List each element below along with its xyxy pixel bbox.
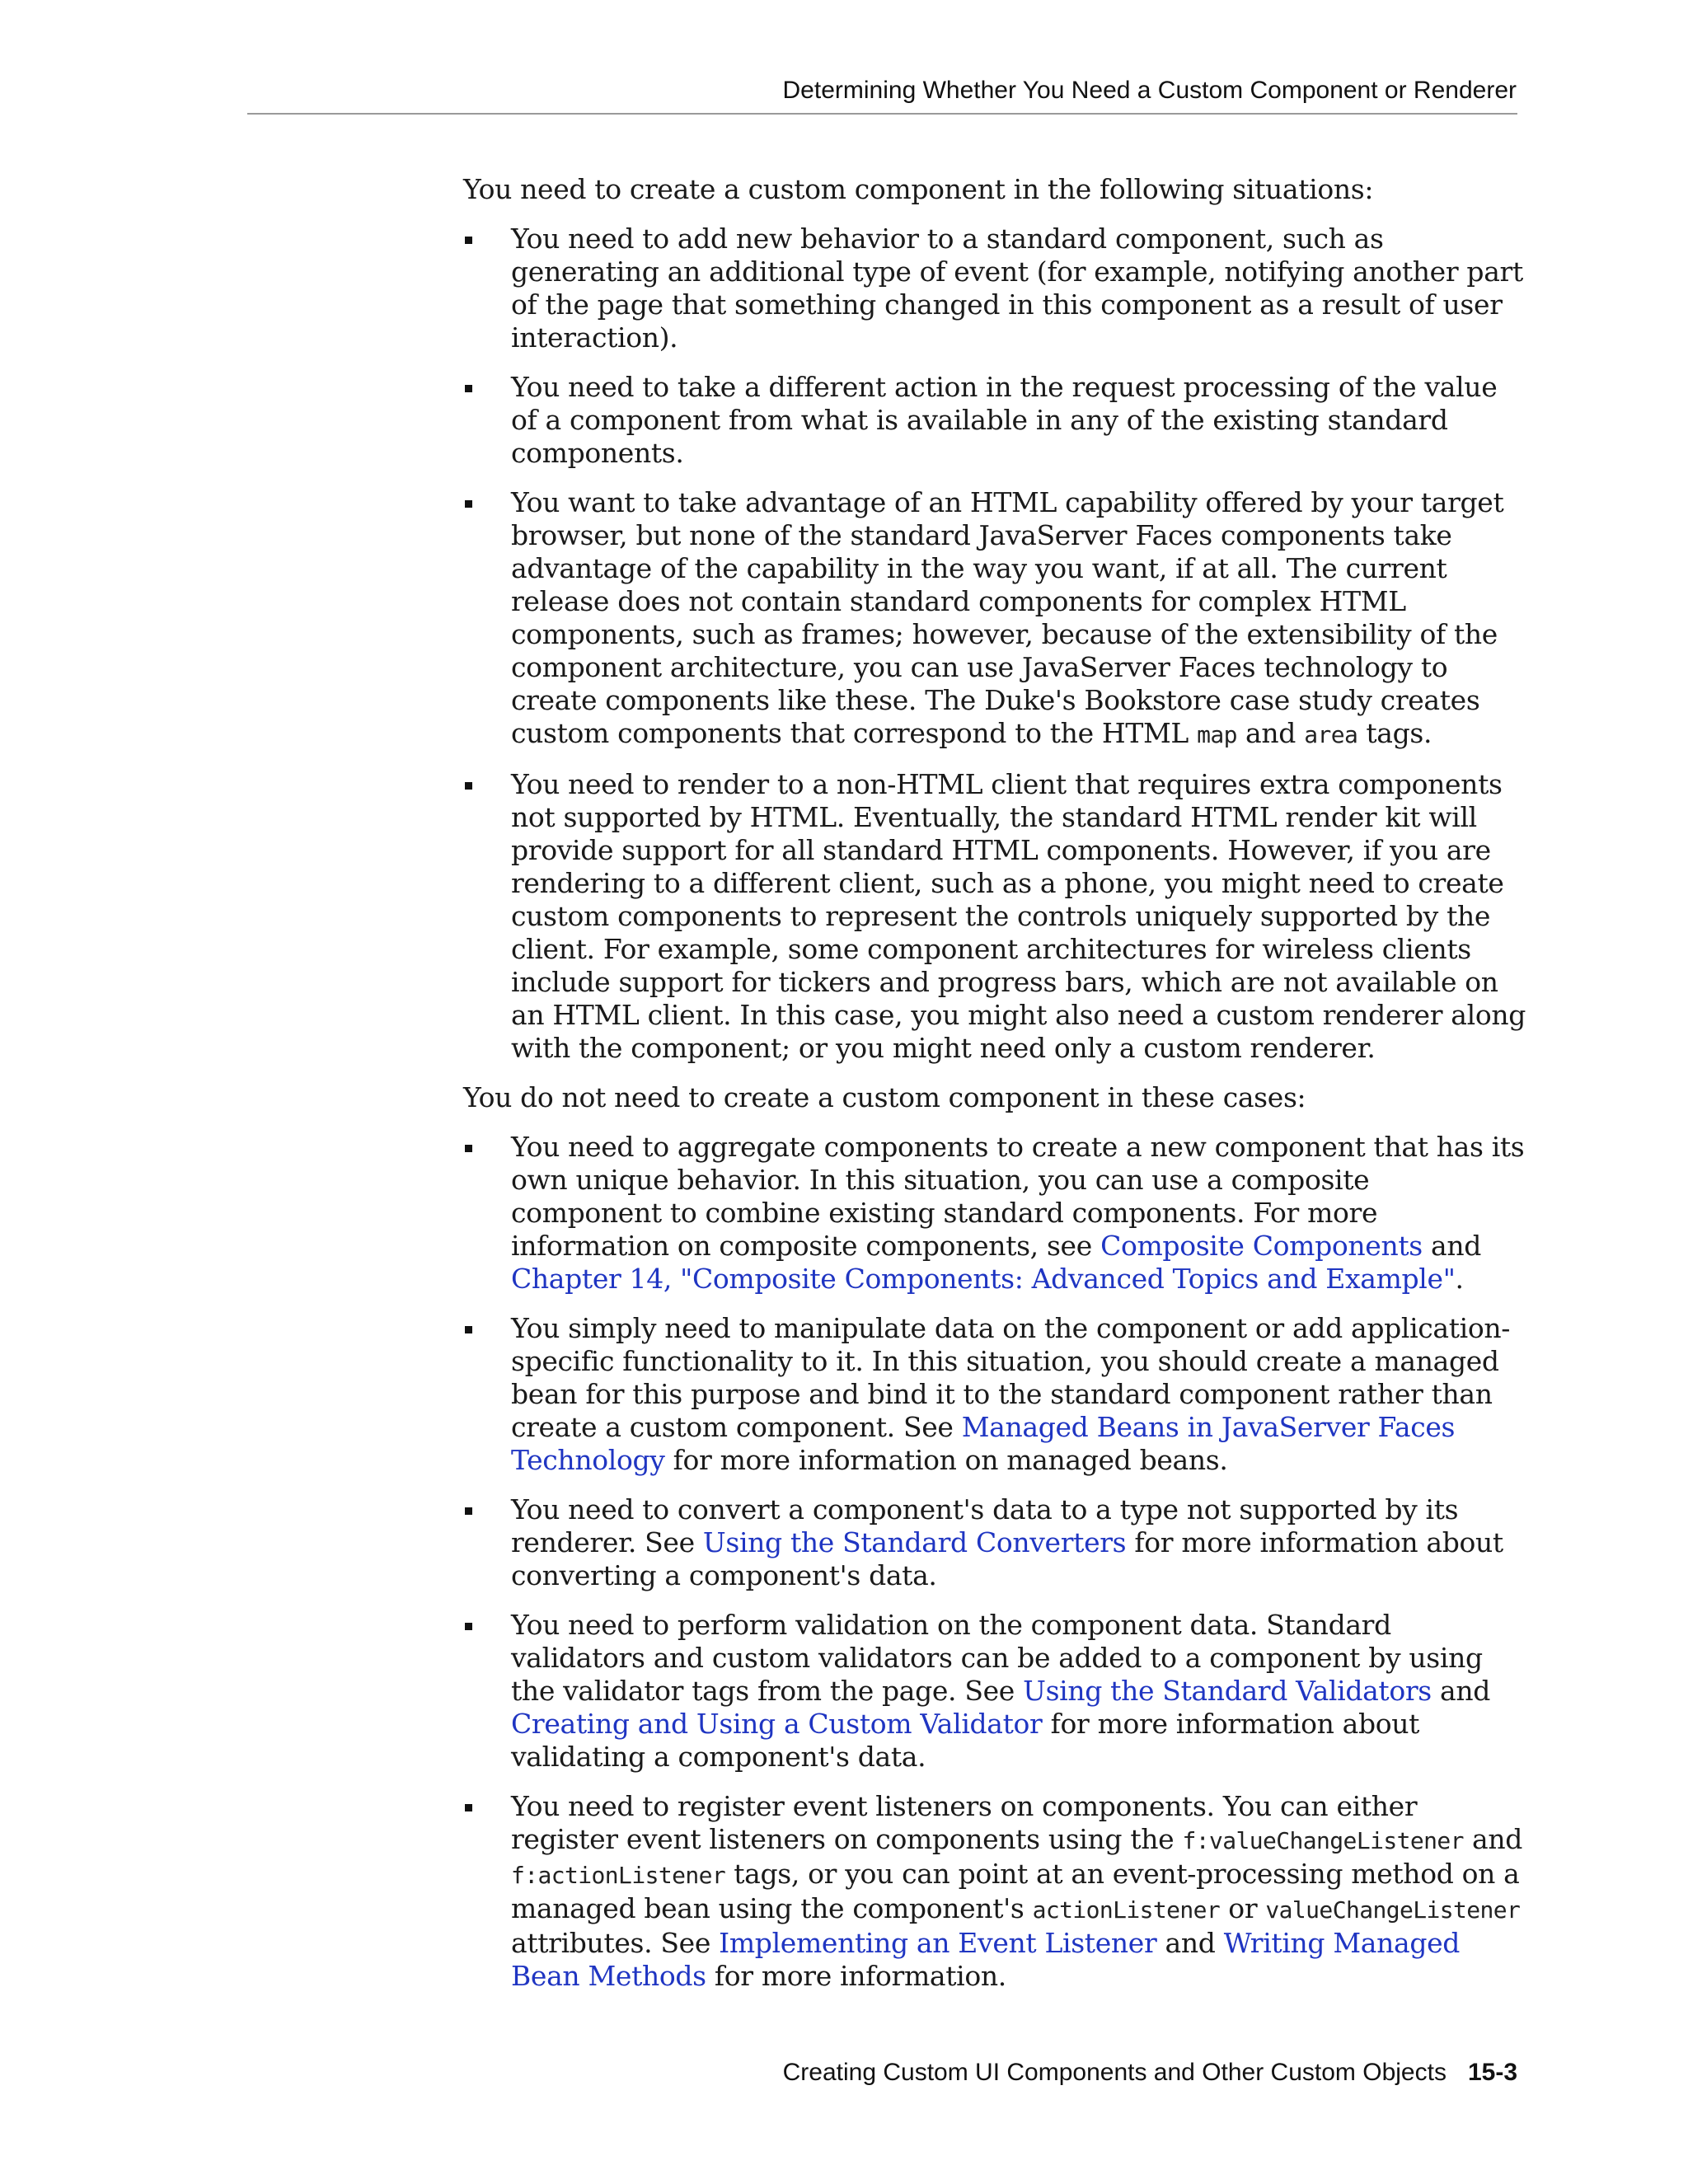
square-bullet-icon [465, 500, 472, 508]
running-header: Determining Whether You Need a Custom Component or Renderer [782, 77, 1517, 104]
link-standard-converters[interactable]: Using the Standard Converters [702, 1526, 1127, 1558]
list-item: You need to convert a component's data to a type not supported by its renderer. See Using the Standard Converters for more information about converting a component's data. [463, 1493, 1526, 1592]
list-item: You need to register event listeners on components. You can either register event listeners on components using the f:valueChangeListener and f:actionListener tags, or you can point at an event-processing method on a managed bean using the component's actionListener or valueChangeListener attributes. See Implementing an Event Listener and Writing Managed Bean Methods for more information. [463, 1790, 1526, 1993]
create-cases-list [463, 223, 1526, 1065]
square-bullet-icon [465, 1804, 472, 1811]
link-standard-validators[interactable]: Using the Standard Validators [1023, 1675, 1432, 1707]
list-item: You simply need to manipulate data on the component or add application-specific functionality to it. In this situation, you should create a managed bean for this purpose and bind it to the standard component rather than create a custom component. See Managed Beans in JavaServer Faces Technology for more information on managed beans. [463, 1312, 1526, 1477]
running-footer [659, 2059, 1517, 2087]
square-bullet-icon [465, 1623, 472, 1630]
no-create-cases-list [463, 1131, 1526, 1993]
page-number: 15-3 [1467, 2059, 1517, 2086]
square-bullet-icon [465, 237, 472, 244]
link-custom-validator[interactable]: Creating and Using a Custom Validator [511, 1708, 1043, 1740]
link-managed-beans[interactable]: Managed Beans in JavaServer Faces Technology [511, 1411, 1456, 1476]
square-bullet-icon [465, 782, 472, 790]
list-item: You need to take a different action in the request processing of the value of a component from what is available in any of the existing standard components. [463, 371, 1526, 470]
list-item: You need to aggregate components to create a new component that has its own unique behavior. In this situation, you can use a composite component to combine existing standard components. For more information on composite components, see Composite Components and Chapter 14, "Composite Components: Advanced Topics and Example". [463, 1131, 1526, 1296]
square-bullet-icon [465, 385, 472, 392]
link-managed-bean-methods[interactable]: Writing Managed Bean Methods [511, 1927, 1461, 1992]
square-bullet-icon [465, 1145, 472, 1152]
footer-title: Creating Custom UI Components and Other Custom Objects [782, 2059, 1447, 2086]
code-action-listener-tag: f:actionListener [511, 1862, 726, 1889]
header-rule [247, 113, 1517, 115]
list-item: You need to perform validation on the component data. Standard validators and custom validators can be added to a component by using the validator tags from the page. See Using the Standard Validators and Creating and Using a Custom Validator for more information about validating a component's data. [463, 1609, 1526, 1774]
square-bullet-icon [465, 1507, 472, 1515]
list-item: You need to add new behavior to a standard component, such as generating an additional type of event (for example, notifying another part of the page that something changed in this component as a result of user interaction). [463, 223, 1526, 354]
code-map: map [1197, 721, 1237, 748]
list-item: You want to take advantage of an HTML capability offered by your target browser, but none of the standard JavaServer Faces components take advantage of the capability in the way you want, if at all. The current release does not contain standard components for complex HTML components, such as frames; however, because of the extensibility of the component architecture, you can use JavaServer Faces technology to create components like these. The Duke's Bookstore case study creates custom components that correspond to the HTML map and area tags. [463, 486, 1526, 752]
link-chapter-14[interactable]: Chapter 14, "Composite Components: Advanced Topics and Example" [511, 1263, 1456, 1295]
square-bullet-icon [465, 1326, 472, 1333]
link-event-listener[interactable]: Implementing an Event Listener [719, 1927, 1157, 1959]
intro-paragraph: You need to create a custom component in the following situations: [463, 173, 1374, 205]
code-area: area [1304, 721, 1358, 748]
link-composite-components[interactable]: Composite Components [1100, 1230, 1423, 1262]
list-item: You need to render to a non-HTML client that requires extra components not supported by HTML. Eventually, the standard HTML render kit will provide support for all standard HTML components. However, if you are rendering to a different client, such as a phone, you might need to create custom components to represent the controls uniquely supported by the client. For example, some component architectures for wireless clients include support for tickers and progress bars, which are not available on an HTML client. In this case, you might also need a custom renderer along with the component; or you might need only a custom renderer. [463, 768, 1526, 1065]
page-body [463, 173, 1526, 2009]
code-value-change-listener-tag: f:valueChangeListener [1182, 1827, 1464, 1854]
code-action-listener-attr: actionListener [1032, 1896, 1221, 1924]
code-value-change-listener-attr: valueChangeListener [1265, 1896, 1521, 1924]
intro2-paragraph: You do not need to create a custom component in these cases: [463, 1081, 1306, 1113]
